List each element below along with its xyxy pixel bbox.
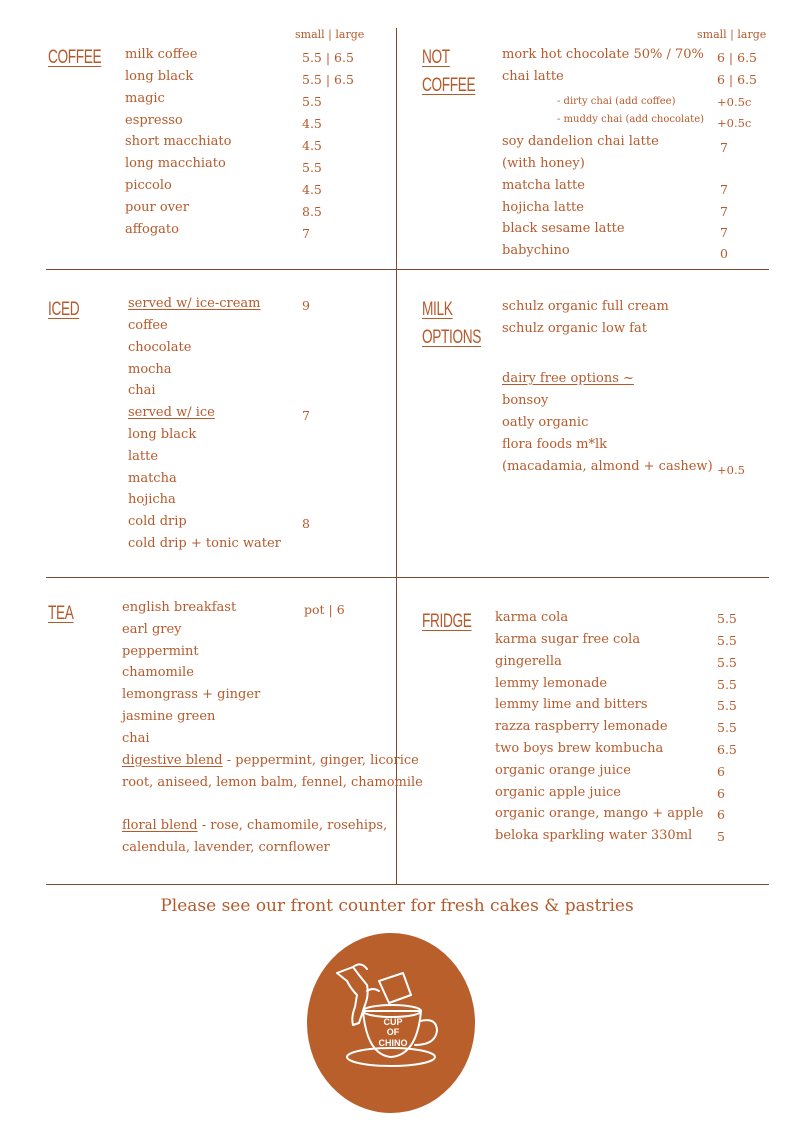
fridge-item: razza raspberry lemonade bbox=[495, 719, 668, 734]
fridge-item: organic apple juice bbox=[495, 785, 621, 800]
coffee-price: 5.5 | 6.5 bbox=[302, 50, 354, 65]
footer-note: Please see our front counter for fresh cakes & pastries bbox=[160, 896, 634, 916]
coffee-item: magic bbox=[125, 91, 165, 106]
coffee-item: long black bbox=[125, 69, 194, 84]
tea-item: earl grey bbox=[122, 622, 182, 637]
coffee-cup-icon bbox=[307, 933, 475, 1113]
milk-title-line1: MILK bbox=[422, 299, 453, 320]
fridge-item: karma cola bbox=[495, 610, 569, 625]
coffee-price: 8.5 bbox=[302, 204, 322, 219]
tea-item: chamomile bbox=[122, 665, 194, 680]
not-coffee-title-line2: COFFEE bbox=[422, 75, 476, 96]
fridge-item: karma sugar free cola bbox=[495, 632, 641, 647]
not-coffee-price: 7 bbox=[720, 140, 728, 155]
not-coffee-item: babychino bbox=[502, 243, 570, 258]
tea-blend-desc: - peppermint, ginger, licorice bbox=[222, 753, 419, 768]
iced-item: chocolate bbox=[128, 340, 192, 355]
tea-blend-name: digestive blend bbox=[122, 753, 223, 768]
not-coffee-subitem: - dirty chai (add coffee) bbox=[557, 96, 676, 107]
tea-digestive-blend bbox=[122, 753, 419, 768]
row-divider-2 bbox=[46, 577, 769, 578]
milk-item: schulz organic low fat bbox=[502, 321, 647, 336]
fridge-price: 5.5 bbox=[717, 655, 737, 670]
fridge-price: 5.5 bbox=[717, 677, 737, 692]
coffee-item: short macchiato bbox=[125, 134, 232, 149]
coffee-section-title: COFFEE bbox=[48, 47, 102, 68]
milk-subheading: dairy free options ~ bbox=[502, 371, 634, 386]
milk-item: bonsoy bbox=[502, 393, 549, 408]
tea-blend-desc: calendula, lavender, cornflower bbox=[122, 840, 330, 855]
not-coffee-price: 0 bbox=[720, 246, 728, 261]
milk-item: flora foods m*lk bbox=[502, 437, 608, 452]
iced-price: 9 bbox=[302, 298, 310, 313]
not-coffee-item: soy dandelion chai latte bbox=[502, 134, 659, 149]
not-coffee-item: matcha latte bbox=[502, 178, 585, 193]
fridge-price: 5 bbox=[717, 829, 725, 844]
not-coffee-item: mork hot chocolate 50% / 70% bbox=[502, 47, 704, 62]
milk-item: (macadamia, almond + cashew) bbox=[502, 459, 713, 474]
iced-item: cold drip bbox=[128, 514, 187, 529]
fridge-price: 6 bbox=[717, 807, 725, 822]
milk-item: schulz organic full cream bbox=[502, 299, 669, 314]
iced-item: hojicha bbox=[128, 492, 176, 507]
not-coffee-subitem: - muddy chai (add chocolate) bbox=[557, 114, 705, 125]
tea-item: chai bbox=[122, 731, 150, 746]
iced-price: 8 bbox=[302, 516, 310, 531]
iced-section-title: ICED bbox=[48, 299, 80, 320]
coffee-price: 5.5 bbox=[302, 160, 322, 175]
milk-price: +0.5 bbox=[717, 463, 745, 477]
tea-item: lemongrass + ginger bbox=[122, 687, 261, 702]
coffee-item: piccolo bbox=[125, 178, 172, 193]
fridge-price: 5.5 bbox=[717, 611, 737, 626]
iced-item: chai bbox=[128, 383, 156, 398]
not-coffee-price: +0.5c bbox=[717, 116, 752, 130]
milk-item: oatly organic bbox=[502, 415, 589, 430]
fridge-price: 6 bbox=[717, 786, 725, 801]
row-divider-1 bbox=[46, 269, 769, 270]
not-coffee-item: hojicha latte bbox=[502, 200, 584, 215]
fridge-item: organic orange juice bbox=[495, 763, 631, 778]
coffee-price: 4.5 bbox=[302, 182, 322, 197]
fridge-item: beloka sparkling water 330ml bbox=[495, 828, 693, 843]
fridge-price: 5.5 bbox=[717, 633, 737, 648]
not-coffee-item: chai latte bbox=[502, 69, 564, 84]
coffee-item: affogato bbox=[125, 222, 179, 237]
not-coffee-price: 6 | 6.5 bbox=[717, 50, 757, 65]
tea-item: peppermint bbox=[122, 644, 199, 659]
tea-item: jasmine green bbox=[122, 709, 216, 724]
not-coffee-price: +0.5c bbox=[717, 95, 752, 109]
tea-item: english breakfast bbox=[122, 600, 237, 615]
coffee-price: 5.5 | 6.5 bbox=[302, 72, 354, 87]
not-coffee-item: (with honey) bbox=[502, 156, 585, 171]
fridge-item: two boys brew kombucha bbox=[495, 741, 664, 756]
tea-blend-desc: - rose, chamomile, rosehips, bbox=[197, 818, 388, 833]
cup-of-chino-logo bbox=[307, 933, 475, 1113]
tea-blend-name: floral blend bbox=[122, 818, 198, 833]
coffee-item: espresso bbox=[125, 113, 183, 128]
iced-subheading: served w/ ice-cream bbox=[128, 296, 261, 311]
fridge-price: 6.5 bbox=[717, 742, 737, 757]
iced-item: long black bbox=[128, 427, 197, 442]
tea-blend-desc: root, aniseed, lemon balm, fennel, chamomile bbox=[122, 775, 423, 790]
tea-section-title: TEA bbox=[48, 603, 74, 624]
not-coffee-price: 7 bbox=[720, 225, 728, 240]
iced-item: cold drip + tonic water bbox=[128, 536, 281, 551]
logo-text: OF bbox=[386, 1027, 400, 1037]
not-coffee-title-line1: NOT bbox=[422, 47, 450, 68]
coffee-price: 4.5 bbox=[302, 138, 322, 153]
not-coffee-price: 7 bbox=[720, 204, 728, 219]
fridge-item: lemmy lime and bitters bbox=[495, 697, 648, 712]
tea-floral-blend bbox=[122, 818, 387, 833]
iced-subheading: served w/ ice bbox=[128, 405, 215, 420]
coffee-item: milk coffee bbox=[125, 47, 198, 62]
coffee-price: 4.5 bbox=[302, 116, 322, 131]
coffee-price: 5.5 bbox=[302, 94, 322, 109]
fridge-price: 5.5 bbox=[717, 720, 737, 735]
fridge-item: gingerella bbox=[495, 654, 562, 669]
iced-price: 7 bbox=[302, 408, 310, 423]
iced-item: mocha bbox=[128, 362, 172, 377]
logo-text: CUP bbox=[383, 1017, 403, 1027]
fridge-price: 5.5 bbox=[717, 698, 737, 713]
iced-item: matcha bbox=[128, 471, 177, 486]
not-coffee-price: 7 bbox=[720, 182, 728, 197]
fridge-item: organic orange, mango + apple bbox=[495, 806, 704, 821]
tea-pot-price: pot | 6 bbox=[304, 602, 345, 617]
coffee-item: long macchiato bbox=[125, 156, 226, 171]
milk-title-line2: OPTIONS bbox=[422, 327, 482, 348]
row-divider-3 bbox=[46, 884, 769, 885]
logo-text: CHINO bbox=[378, 1038, 408, 1048]
not-coffee-size-header: small | large bbox=[697, 28, 767, 41]
not-coffee-price: 6 | 6.5 bbox=[717, 72, 757, 87]
fridge-price: 6 bbox=[717, 764, 725, 779]
coffee-item: pour over bbox=[125, 200, 189, 215]
not-coffee-item: black sesame latte bbox=[502, 221, 625, 236]
coffee-price: 7 bbox=[302, 226, 310, 241]
iced-item: latte bbox=[128, 449, 159, 464]
fridge-item: lemmy lemonade bbox=[495, 676, 608, 691]
fridge-section-title: FRIDGE bbox=[422, 611, 472, 632]
coffee-size-header: small | large bbox=[295, 28, 365, 41]
iced-item: coffee bbox=[128, 318, 168, 333]
